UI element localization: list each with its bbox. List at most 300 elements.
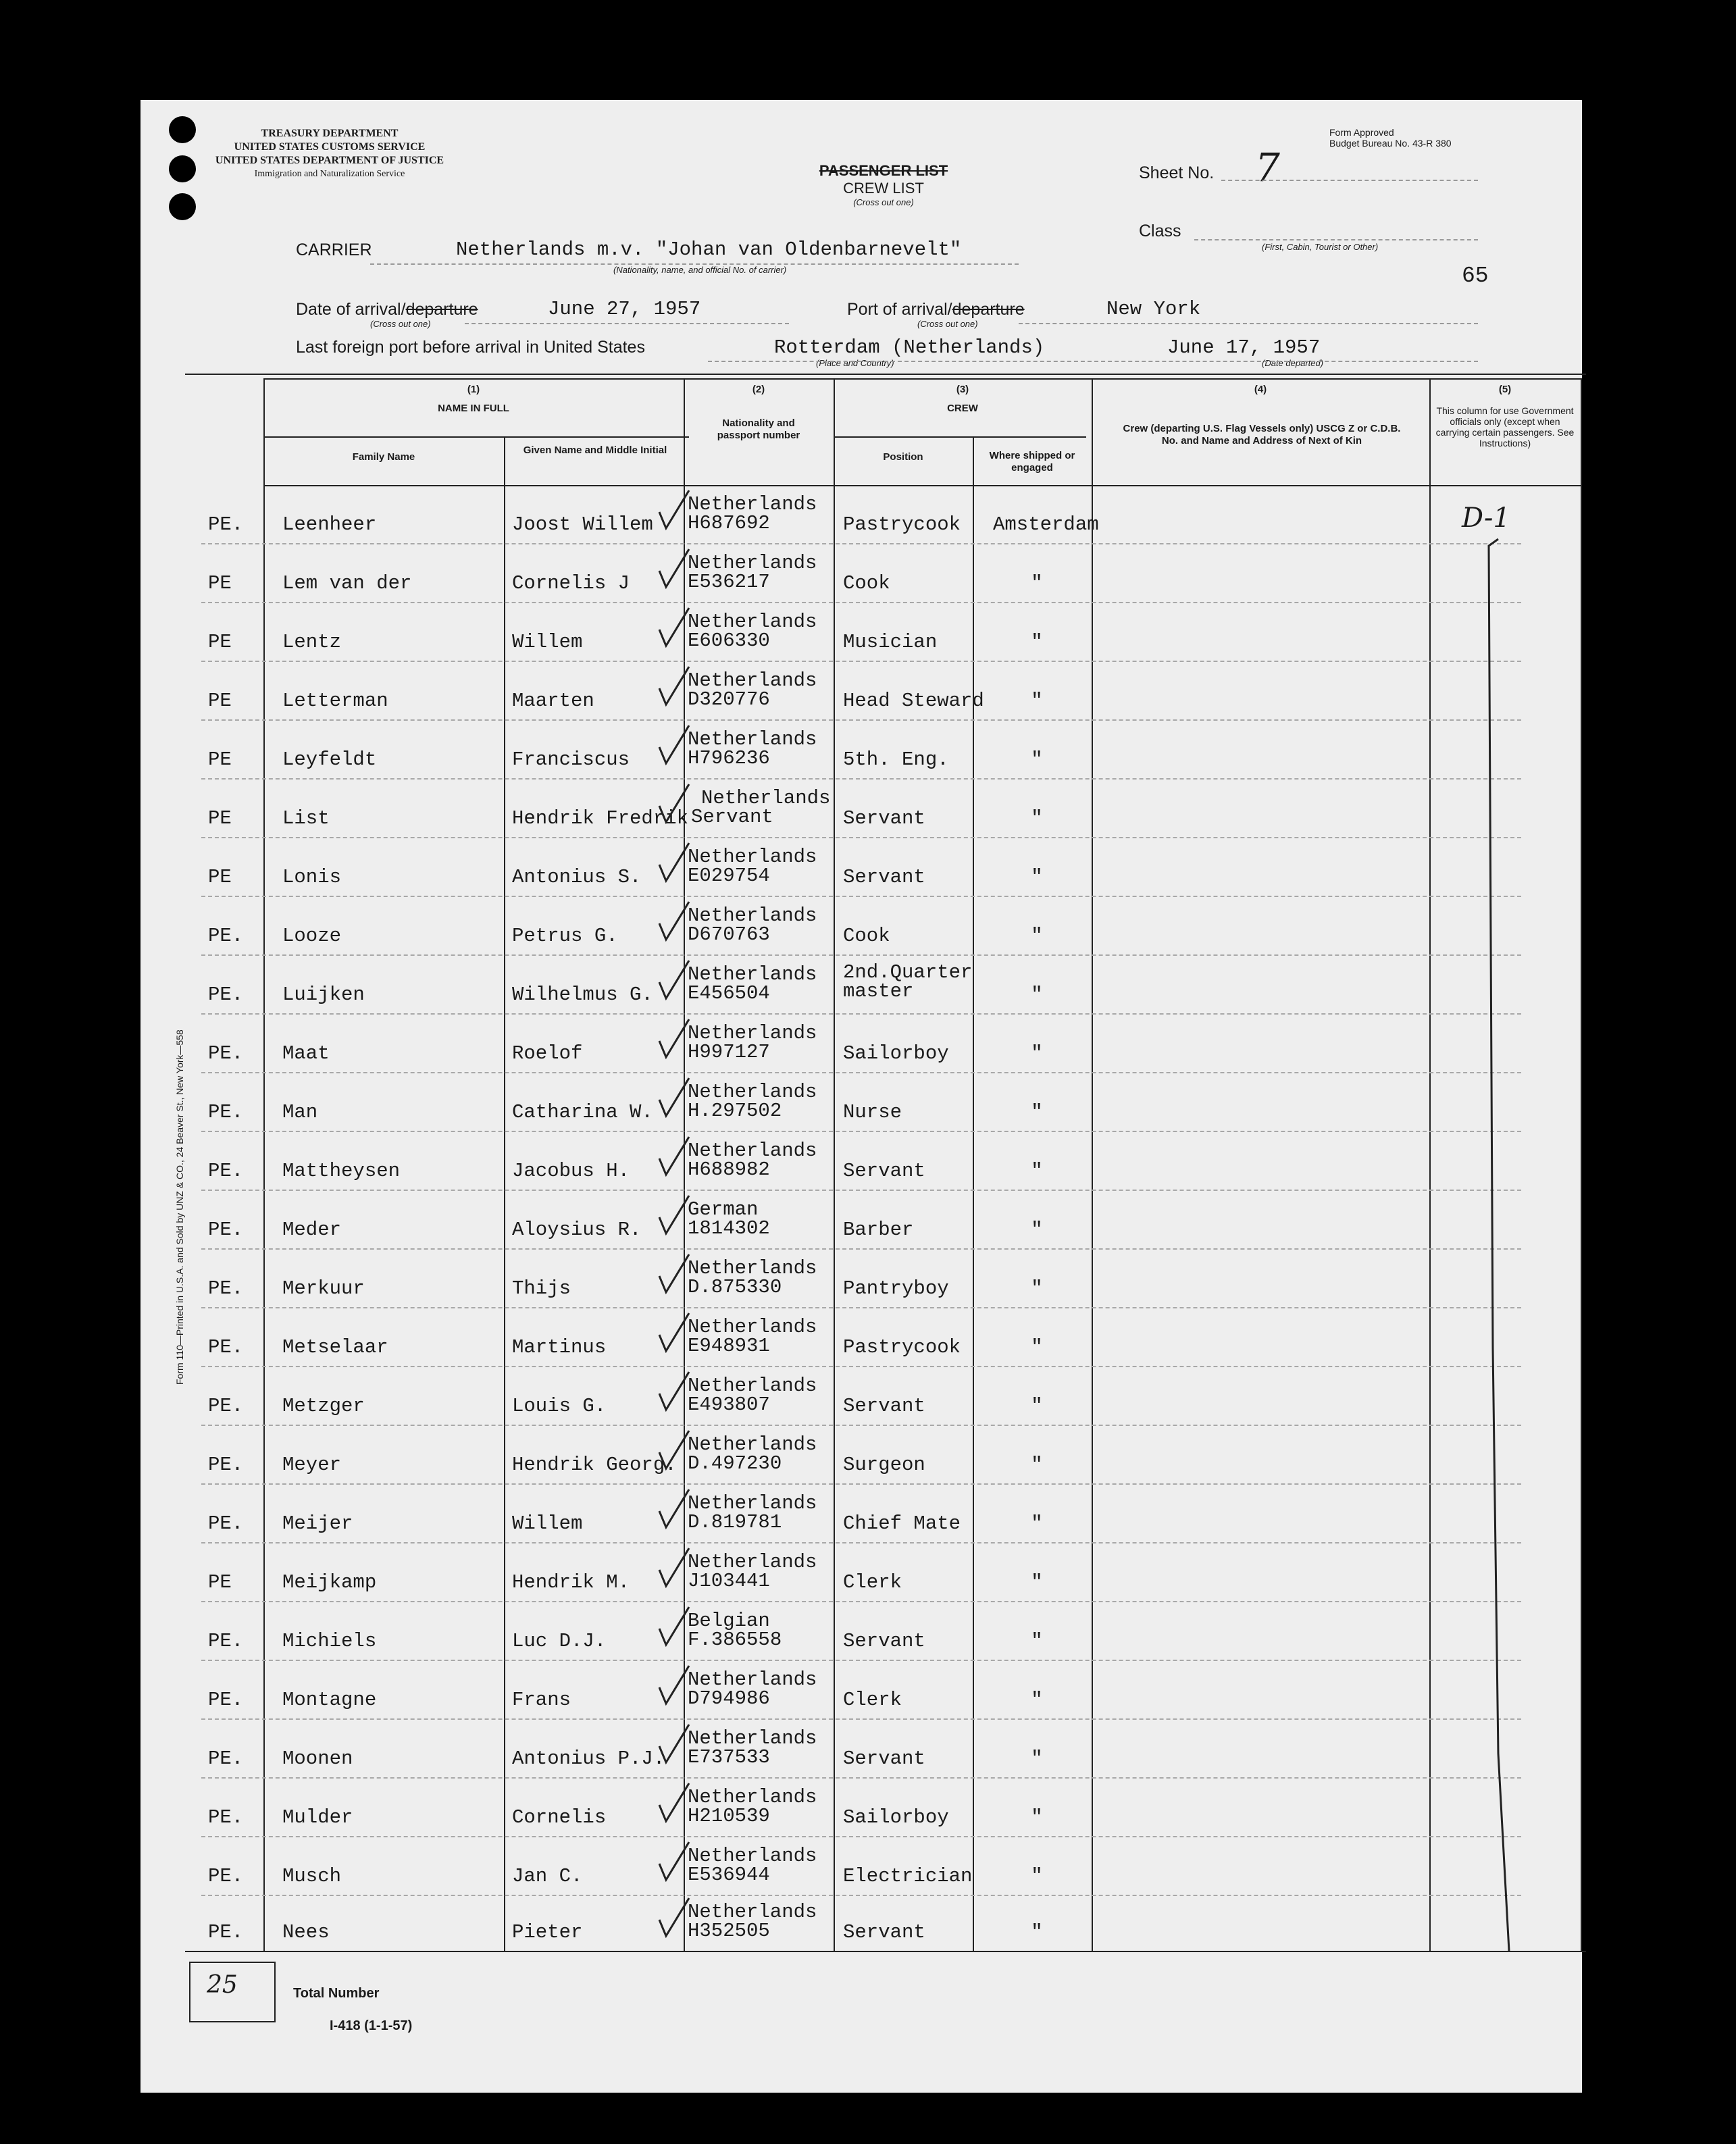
- departed-note: (Date departed): [1262, 358, 1324, 368]
- crew-subheader-rule: [834, 436, 1086, 438]
- table-row: [141, 1427, 1582, 1485]
- where-shipped: ": [1031, 1277, 1043, 1300]
- nationality: Netherlands: [688, 904, 817, 927]
- dept-line: Immigration and Naturalization Service: [254, 169, 405, 179]
- punch-hole: [169, 193, 196, 220]
- table-row: [141, 1133, 1582, 1191]
- family-name: Meijer: [282, 1512, 353, 1535]
- passport-number: H.297502: [688, 1100, 782, 1122]
- where-shipped: ": [1031, 807, 1043, 829]
- table-row: [141, 780, 1582, 838]
- form-approved: Form Approved: [1329, 127, 1394, 138]
- total-box: [189, 1962, 276, 2022]
- pe-mark: PE.: [208, 1806, 244, 1829]
- page-number: 65: [1462, 263, 1489, 288]
- nationality: Netherlands: [688, 1257, 817, 1279]
- nationality: German: [688, 1198, 759, 1221]
- row-rule: [201, 1836, 1521, 1837]
- list-title: [816, 162, 951, 207]
- pe-mark: PE.: [208, 1630, 244, 1652]
- passport-number: H210539: [688, 1805, 770, 1827]
- where-shipped: ": [1031, 1571, 1043, 1593]
- checkmark-icon: [654, 1309, 694, 1356]
- class-label: Class: [1139, 222, 1181, 240]
- table-top-rule-2: [263, 378, 1581, 380]
- table-row: [141, 1250, 1582, 1308]
- pe-mark: PE.: [208, 984, 244, 1006]
- checkmark-icon: [654, 545, 694, 592]
- passport-number: 1814302: [688, 1217, 770, 1240]
- row-rule: [201, 543, 1521, 544]
- where-shipped: ": [1031, 1512, 1043, 1535]
- form-sheet: [141, 100, 1582, 2093]
- row-rule: [201, 954, 1521, 956]
- passport-number: E737533: [688, 1746, 770, 1768]
- nationality: Netherlands: [688, 1786, 817, 1808]
- family-name: Lentz: [282, 631, 342, 653]
- checkmark-icon: [654, 1662, 694, 1709]
- family-name: Mattheysen: [282, 1160, 401, 1182]
- port-line: [1019, 323, 1478, 324]
- checkmark-icon: [654, 604, 694, 651]
- crew-list: CREW LIST: [843, 180, 924, 197]
- where-shipped: ": [1031, 690, 1043, 712]
- where-shipped: ": [1031, 1747, 1043, 1770]
- given-name: Luc D.J.: [512, 1630, 607, 1652]
- nationality: Netherlands: [688, 1492, 817, 1514]
- family-name: Letterman: [282, 690, 388, 712]
- family-name: Moonen: [282, 1747, 353, 1770]
- dept-line: UNITED STATES DEPARTMENT OF JUSTICE: [215, 155, 444, 166]
- arrival-struck: departure: [405, 300, 478, 319]
- printer-credit: Form 110—Printed in U.S.A. and Sold by UNZ & CO., 24 Beaver St., New York—558: [174, 1029, 185, 1385]
- carrier-note: (Nationality, name, and official No. of carrier): [613, 265, 787, 275]
- nationality: Netherlands: [688, 669, 817, 692]
- position: 5th. Eng.: [843, 748, 949, 771]
- last-port-note: (Place and Country): [816, 358, 894, 368]
- family-name: Luijken: [282, 984, 365, 1006]
- position: Clerk: [843, 1571, 902, 1593]
- nationality: Netherlands: [688, 1727, 817, 1750]
- pe-mark: PE: [208, 690, 232, 712]
- pe-mark: PE.: [208, 1042, 244, 1065]
- bracket-line-icon: [1485, 538, 1525, 1952]
- col1-number: (1): [467, 384, 480, 395]
- form-approval: [1329, 127, 1452, 149]
- nationality: Netherlands: [688, 963, 817, 986]
- row-rule: [201, 1013, 1521, 1015]
- given-name: Cornelis: [512, 1806, 607, 1829]
- col1-title: NAME IN FULL: [438, 403, 509, 414]
- position: Head Steward: [843, 690, 984, 712]
- where-shipped: ": [1031, 1921, 1043, 1943]
- family-name: Leyfeldt: [282, 748, 377, 771]
- row-rule: [201, 1718, 1521, 1720]
- given-name: Franciscus: [512, 748, 630, 771]
- position: Chief Mate: [843, 1512, 961, 1535]
- c5-annotation: D-1: [1462, 503, 1510, 534]
- family-name: Mulder: [282, 1806, 353, 1829]
- nationality: Netherlands: [688, 1901, 817, 1923]
- given-name: Frans: [512, 1689, 571, 1711]
- class-note: (First, Cabin, Tourist or Other): [1262, 242, 1379, 252]
- nationality: Netherlands: [688, 1551, 817, 1573]
- where-shipped: ": [1031, 1101, 1043, 1123]
- where-shipped: ": [1031, 1806, 1043, 1829]
- checkmark-icon: [654, 1603, 694, 1650]
- nationality: Netherlands: [688, 611, 817, 633]
- row-rule: [201, 1660, 1521, 1661]
- row-rule: [201, 661, 1521, 662]
- sheet-number: 7: [1255, 145, 1280, 190]
- table-row: [141, 839, 1582, 897]
- passport-number: E029754: [688, 865, 770, 887]
- row-rule: [201, 1366, 1521, 1367]
- passport-number: D.819781: [688, 1511, 782, 1533]
- family-name: Metselaar: [282, 1336, 388, 1358]
- given-name: Louis G.: [512, 1395, 607, 1417]
- checkmark-icon: [654, 721, 694, 769]
- given-name: Jacobus H.: [512, 1160, 630, 1182]
- nationality: Netherlands: [688, 1316, 817, 1338]
- table-row: [141, 663, 1582, 721]
- table-row: [141, 721, 1582, 780]
- col5-title: This column for use Government officials only (except when carrying certain passengers. See Instructions): [1435, 405, 1575, 449]
- nationality: Netherlands: [688, 1140, 817, 1162]
- where-shipped: ": [1031, 748, 1043, 771]
- given-name: Antonius P.J.: [512, 1747, 665, 1770]
- pe-mark: PE.: [208, 1219, 244, 1241]
- checkmark-icon: [654, 898, 694, 945]
- passport-number: H687692: [688, 512, 770, 534]
- port-label: [847, 300, 1025, 320]
- position: Servant: [843, 1630, 925, 1652]
- pe-mark: PE.: [208, 513, 244, 536]
- passenger-list-struck: PASSENGER LIST: [819, 162, 948, 179]
- where-shipped: ": [1031, 1689, 1043, 1711]
- family-name: Maat: [282, 1042, 330, 1065]
- position: Barber: [843, 1219, 914, 1241]
- position: Nurse: [843, 1101, 902, 1123]
- family-name: Leenheer: [282, 513, 377, 536]
- shipped-header: Where shipped or engaged: [989, 450, 1075, 474]
- given-name: Antonius S.: [512, 866, 642, 888]
- budget-bureau: Budget Bureau No. 43-R 380: [1329, 138, 1452, 149]
- given-name: Hendrik Georg.: [512, 1454, 677, 1476]
- position: Electrician: [843, 1865, 973, 1887]
- table-row: [141, 604, 1582, 662]
- position: Pantryboy: [843, 1277, 949, 1300]
- family-name: Merkuur: [282, 1277, 365, 1300]
- port-cross-note: (Cross out one): [917, 319, 978, 329]
- port-label-text: Port of arrival/: [847, 300, 952, 319]
- row-rule: [201, 602, 1521, 603]
- table-row: [141, 1192, 1582, 1250]
- pe-mark: PE.: [208, 1336, 244, 1358]
- checkmark-icon: [654, 780, 694, 827]
- row-rule: [201, 1190, 1521, 1191]
- passport-number: Servant: [691, 806, 773, 828]
- row-rule: [201, 1601, 1521, 1602]
- name-subheader-rule: [263, 436, 689, 438]
- row-rule: [201, 1777, 1521, 1779]
- arrival-cross-note: (Cross out one): [370, 319, 431, 329]
- where-shipped: ": [1031, 1630, 1043, 1652]
- col2-title: Nationality and passport number: [717, 417, 800, 441]
- nationality: Netherlands: [688, 728, 817, 750]
- pe-mark: PE.: [208, 1865, 244, 1887]
- sheet-line: [1221, 180, 1478, 181]
- total-label: Total Number: [293, 1986, 380, 2001]
- passport-number: E606330: [688, 630, 770, 652]
- given-name: Aloysius R.: [512, 1219, 642, 1241]
- where-shipped: ": [1031, 1395, 1043, 1417]
- carrier-value: Netherlands m.v. "Johan van Oldenbarnevelt": [456, 238, 962, 261]
- passport-number: E536217: [688, 571, 770, 593]
- row-rule: [201, 1307, 1521, 1308]
- departed-date: June 17, 1957: [1167, 336, 1321, 359]
- table-row: [141, 1779, 1582, 1837]
- col1-header: [263, 384, 684, 415]
- family-name: List: [282, 807, 330, 829]
- position: Servant: [843, 1921, 925, 1943]
- nationality: Netherlands: [688, 1375, 817, 1397]
- table-row: [141, 898, 1582, 956]
- nationality: Netherlands: [688, 1845, 817, 1867]
- where-shipped: ": [1031, 631, 1043, 653]
- family-name: Man: [282, 1101, 318, 1123]
- passport-number: D794986: [688, 1687, 770, 1710]
- pe-mark: PE: [208, 572, 232, 594]
- row-rule: [201, 719, 1521, 721]
- arrival-label-text: Date of arrival/: [296, 300, 406, 319]
- checkmark-icon: [654, 486, 694, 534]
- sheet-label: Sheet No.: [1139, 163, 1215, 182]
- where-shipped: ": [1031, 925, 1043, 947]
- passport-number: H997127: [688, 1041, 770, 1063]
- pe-mark: PE.: [208, 1689, 244, 1711]
- position: Cook: [843, 572, 890, 594]
- checkmark-icon: [654, 1427, 694, 1474]
- given-name: Pieter: [512, 1921, 583, 1943]
- row-rule: [201, 1072, 1521, 1073]
- checkmark-icon: [654, 1485, 694, 1533]
- position: Servant: [843, 1395, 925, 1417]
- last-port-value: Rotterdam (Netherlands): [774, 336, 1045, 359]
- row-rule: [201, 837, 1521, 838]
- where-shipped: ": [1031, 1865, 1043, 1887]
- family-name: Lem van der: [282, 572, 412, 594]
- position: Servant: [843, 1747, 925, 1770]
- table-top-rule: [185, 374, 1586, 375]
- dept-line: TREASURY DEPARTMENT: [261, 128, 399, 139]
- family-name: Lonis: [282, 866, 342, 888]
- where-shipped: ": [1031, 984, 1043, 1006]
- nationality: Netherlands: [688, 846, 817, 868]
- nationality: Netherlands: [688, 1022, 817, 1044]
- pe-mark: PE: [208, 807, 232, 829]
- checkmark-icon: [654, 1779, 694, 1827]
- pe-mark: PE.: [208, 1512, 244, 1535]
- pe-mark: PE: [208, 748, 232, 771]
- nationality: Netherlands: [688, 1081, 817, 1103]
- col2-number: (2): [752, 384, 765, 395]
- family-name: Meyer: [282, 1454, 342, 1476]
- pe-mark: PE.: [208, 925, 244, 947]
- checkmark-icon: [654, 1368, 694, 1415]
- given-name: Joost Willem: [512, 513, 653, 536]
- pe-mark: PE.: [208, 1101, 244, 1123]
- table-row: [141, 545, 1582, 603]
- position: Servant: [843, 866, 925, 888]
- table-row: [141, 1074, 1582, 1132]
- pe-mark: PE: [208, 1571, 232, 1593]
- position: Clerk: [843, 1689, 902, 1711]
- passport-number: E493807: [688, 1394, 770, 1416]
- table-row: [141, 1015, 1582, 1073]
- pe-mark: PE.: [208, 1921, 244, 1943]
- where-shipped: ": [1031, 1042, 1043, 1065]
- family-name: Meder: [282, 1219, 342, 1241]
- table-row: [141, 1544, 1582, 1602]
- passport-number: H796236: [688, 747, 770, 769]
- passport-number: H352505: [688, 1920, 770, 1942]
- nationality: Netherlands: [701, 787, 831, 809]
- table-row: [141, 1838, 1582, 1896]
- last-port-line: [708, 361, 1478, 362]
- nationality: Belgian: [688, 1610, 770, 1632]
- table-row: [141, 1368, 1582, 1426]
- position: Servant: [843, 1160, 925, 1182]
- checkmark-icon: [654, 1894, 694, 1941]
- family-header: Family Name: [352, 451, 415, 463]
- given-name: Willem: [512, 1512, 583, 1535]
- nationality: Netherlands: [688, 493, 817, 515]
- given-name: Catharina W.: [512, 1101, 653, 1123]
- checkmark-icon: [654, 1015, 694, 1063]
- family-name: Meijkamp: [282, 1571, 377, 1593]
- checkmark-icon: [654, 663, 694, 710]
- pe-mark: PE: [208, 631, 232, 653]
- given-name: Roelof: [512, 1042, 583, 1065]
- checkmark-icon: [654, 1192, 694, 1239]
- checkmark-icon: [654, 839, 694, 886]
- given-name: Cornelis J: [512, 572, 630, 594]
- nationality: Netherlands: [688, 1433, 817, 1456]
- checkmark-icon: [654, 1250, 694, 1298]
- checkmark-icon: [654, 956, 694, 1004]
- form-number: I-418 (1-1-57): [330, 2018, 413, 2033]
- checkmark-icon: [654, 1074, 694, 1121]
- nationality: Netherlands: [688, 1668, 817, 1691]
- given-name: Wilhelmus G.: [512, 984, 653, 1006]
- checkmark-icon: [654, 1133, 694, 1180]
- table-row: [141, 956, 1582, 1015]
- family-name: Looze: [282, 925, 342, 947]
- row-rule: [201, 1425, 1521, 1426]
- position: Pastrycook: [843, 1336, 961, 1358]
- passport-number: F.386558: [688, 1629, 782, 1651]
- given-name: Thijs: [512, 1277, 571, 1300]
- table-row: [141, 486, 1582, 544]
- table-row: [141, 1894, 1582, 1952]
- given-name: Martinus: [512, 1336, 607, 1358]
- carrier-label: CARRIER: [296, 240, 372, 259]
- passport-number: E948931: [688, 1335, 770, 1357]
- total-value: 25: [207, 1971, 238, 1999]
- pe-mark: PE.: [208, 1160, 244, 1182]
- family-name: Metzger: [282, 1395, 365, 1417]
- last-port-label: Last foreign port before arrival in United States: [296, 338, 645, 357]
- given-name: Hendrik M.: [512, 1571, 630, 1593]
- row-rule: [201, 1483, 1521, 1485]
- cross-out-note: (Cross out one): [853, 197, 914, 207]
- checkmark-icon: [654, 1544, 694, 1591]
- where-shipped: ": [1031, 1219, 1043, 1241]
- family-name: Michiels: [282, 1630, 377, 1652]
- col3-title: CREW: [947, 403, 978, 414]
- pe-mark: PE.: [208, 1454, 244, 1476]
- given-header: Given Name and Middle Initial: [523, 444, 667, 456]
- row-rule: [201, 896, 1521, 897]
- passport-number: E456504: [688, 982, 770, 1004]
- table-row: [141, 1485, 1582, 1543]
- arrival-label: [296, 300, 478, 320]
- table-row: [141, 1720, 1582, 1779]
- col4-number: (4): [1254, 384, 1267, 395]
- row-rule: [201, 1248, 1521, 1250]
- dept-line: UNITED STATES CUSTOMS SERVICE: [234, 141, 426, 153]
- col3-number: (3): [956, 384, 969, 395]
- position: Sailorboy: [843, 1042, 949, 1065]
- passport-number: E536944: [688, 1864, 770, 1886]
- pe-mark: PE.: [208, 1747, 244, 1770]
- row-rule: [201, 1542, 1521, 1543]
- arrival-date: June 27, 1957: [548, 298, 701, 320]
- position: Servant: [843, 807, 925, 829]
- position: Musician: [843, 631, 938, 653]
- where-shipped: Amsterdam: [993, 513, 1099, 536]
- row-rule: [201, 1131, 1521, 1132]
- passport-number: D670763: [688, 923, 770, 946]
- family-name: Nees: [282, 1921, 330, 1943]
- given-name: Jan C.: [512, 1865, 583, 1887]
- department-header: [181, 127, 478, 181]
- position: Pastrycook: [843, 513, 961, 536]
- where-shipped: ": [1031, 572, 1043, 594]
- col4-title: Crew (departing U.S. Flag Vessels only) USCG Z or C.D.B. No. and Name and Address of Next of Kin: [1123, 423, 1401, 446]
- port-value: New York: [1106, 298, 1201, 320]
- checkmark-icon: [654, 1838, 694, 1885]
- position: Sailorboy: [843, 1806, 949, 1829]
- nationality: Netherlands: [688, 552, 817, 574]
- family-name: Montagne: [282, 1689, 377, 1711]
- passport-number: H688982: [688, 1158, 770, 1181]
- given-name: Hendrik Fredrik: [512, 807, 689, 829]
- pe-mark: PE.: [208, 1277, 244, 1300]
- family-name: Musch: [282, 1865, 342, 1887]
- passport-number: D.875330: [688, 1276, 782, 1298]
- class-line: [1194, 239, 1478, 240]
- table-row: [141, 1662, 1582, 1720]
- where-shipped: ": [1031, 1454, 1043, 1476]
- where-shipped: ": [1031, 866, 1043, 888]
- given-name: Maarten: [512, 690, 594, 712]
- position-header: Position: [883, 451, 923, 463]
- pe-mark: PE.: [208, 1395, 244, 1417]
- position: Surgeon: [843, 1454, 925, 1476]
- table-row: [141, 1309, 1582, 1367]
